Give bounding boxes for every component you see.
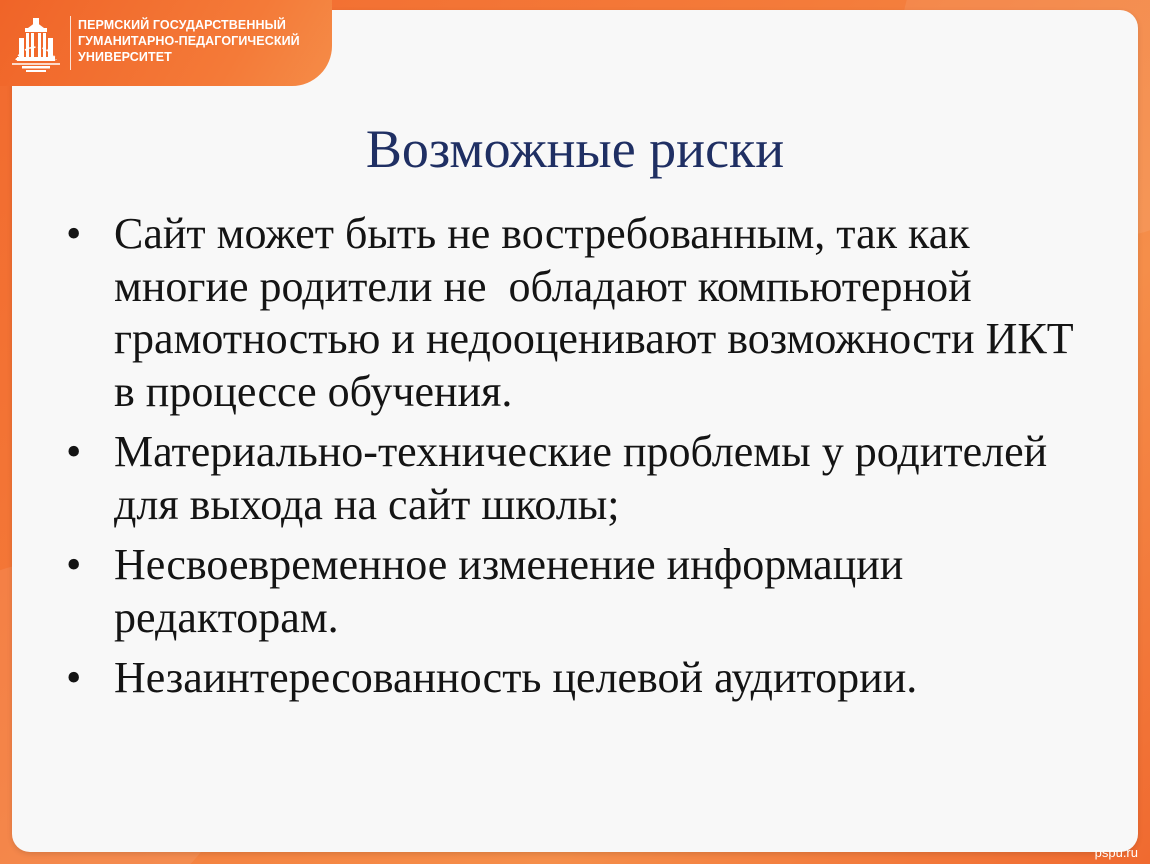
bullet-text: Несвоевременное изменение информации редакторам. (114, 540, 904, 642)
bullet-text: Сайт может быть не востребованным, так как многие родители не обладают компьютерной грамотностью и недооценивают возможности ИКТ в процессе обучения. (114, 209, 1085, 416)
bullet-dot: • (66, 209, 82, 258)
bullet-dot: • (66, 540, 82, 589)
slide-card (12, 10, 1138, 852)
university-building-icon (10, 14, 62, 74)
bullet-text: Незаинтересованность целевой аудитории. (114, 653, 918, 702)
bullet-dot: • (66, 653, 82, 702)
slide-title: Возможные риски (365, 119, 785, 179)
bullet-item (66, 652, 1076, 705)
bullet-list (66, 208, 1085, 713)
university-name-line: ПЕРМСКИЙ ГОСУДАРСТВЕННЫЙ (78, 18, 287, 32)
bullet-text: Материально-технические проблемы у родителей для выхода на сайт школы; (114, 427, 1048, 529)
bullet-dot: • (66, 427, 82, 476)
bullet-item (66, 539, 1076, 644)
footer-url: pspu.ru (1094, 845, 1138, 860)
university-name-line: УНИВЕРСИТЕТ (78, 50, 172, 64)
logo-divider (70, 16, 71, 70)
university-logo-banner (0, 0, 332, 86)
bullet-item (66, 208, 1085, 418)
university-name-line: ГУМАНИТАРНО-ПЕДАГОГИЧЕСКИЙ (78, 34, 300, 48)
bullet-item (66, 426, 1076, 531)
university-name (78, 17, 300, 65)
